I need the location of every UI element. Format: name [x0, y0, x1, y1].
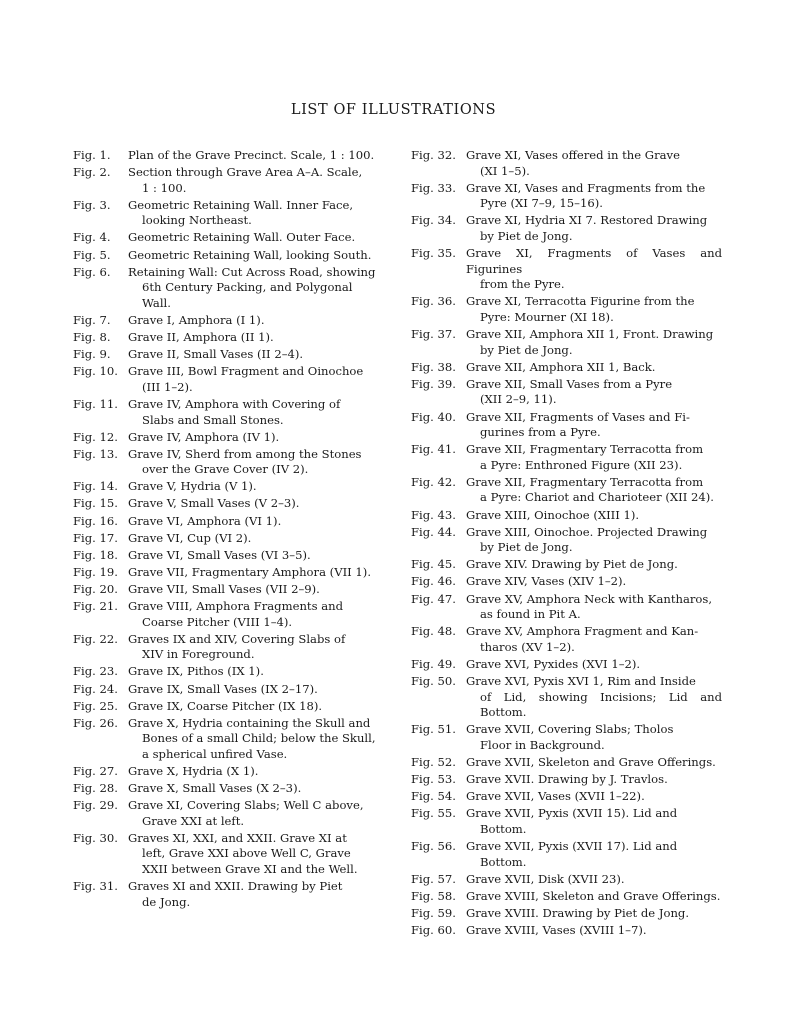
figure-number: Fig. 23. — [73, 664, 118, 679]
caption-line: Grave XVIII, Skeleton and Grave Offerings. — [466, 888, 721, 903]
caption-line: Pyre (XI 7–9, 15–16). — [480, 196, 603, 211]
figure-caption — [466, 574, 722, 590]
figure-caption — [128, 313, 385, 329]
illustration-entry — [411, 906, 722, 922]
figure-number: Fig. 29. — [73, 798, 118, 813]
figure-number: Fig. 45. — [411, 557, 456, 572]
figure-number: Fig. 25. — [73, 698, 118, 713]
figure-caption — [128, 699, 385, 715]
illustration-entry — [73, 682, 385, 698]
figure-caption — [128, 447, 385, 478]
illustration-entry — [73, 781, 385, 797]
figure-caption — [466, 872, 722, 888]
caption-line: Grave XII, Fragmentary Terracotta from — [466, 474, 704, 489]
caption-line: Grave IV, Amphora (IV 1). — [128, 429, 280, 444]
figure-caption — [128, 248, 385, 264]
caption-line: Grave XVII, Pyxis (XVII 15). Lid and — [466, 806, 678, 821]
caption-line: Geometric Retaining Wall. Outer Face. — [128, 230, 356, 245]
illustration-entry — [73, 879, 385, 910]
illustration-entry — [73, 148, 385, 164]
figure-number: Fig. 31. — [73, 879, 118, 894]
caption-line: Bottom. — [480, 854, 527, 869]
illustration-entry — [73, 230, 385, 246]
caption-line: Grave X, Hydria containing the Skull and — [128, 715, 371, 730]
caption-line: Graves IX and XIV, Covering Slabs of — [128, 631, 346, 646]
caption-line: Grave XVII, Covering Slabs; Tholos — [466, 722, 674, 737]
figure-caption — [128, 265, 385, 312]
caption-line: XXII between Grave XI and the Well. — [142, 862, 358, 877]
caption-line: Plan of the Grave Precinct. Scale, 1 : 100. — [128, 148, 375, 162]
illustration-entry — [73, 198, 385, 229]
illustration-entry — [411, 410, 722, 441]
figure-caption — [466, 360, 722, 376]
caption-line: Grave XII, Fragmentary Terracotta from — [466, 442, 704, 457]
figure-caption — [466, 906, 722, 922]
illustration-entry — [73, 582, 385, 598]
figure-caption — [128, 165, 385, 196]
caption-line: Grave XIV, Vases (XIV 1–2). — [466, 574, 627, 589]
figure-caption — [466, 755, 722, 771]
figure-number: Fig. 8. — [73, 330, 111, 345]
figure-caption — [128, 798, 385, 829]
caption-line: Grave XI, Vases and Fragments from the — [466, 180, 706, 195]
figure-caption — [466, 148, 722, 179]
figure-number: Fig. 51. — [411, 722, 456, 737]
illustration-entry — [411, 674, 722, 721]
caption-line: Grave X, Small Vases (X 2–3). — [128, 781, 302, 796]
caption-line: Grave XI, Hydria XI 7. Restored Drawing — [466, 213, 708, 228]
figure-number: Fig. 46. — [411, 574, 456, 589]
caption-line: Grave VI, Amphora (VI 1). — [128, 513, 282, 528]
caption-line: (XI 1–5). — [480, 163, 530, 178]
figure-caption — [128, 479, 385, 495]
illustration-entry — [411, 839, 722, 870]
figure-caption — [466, 410, 722, 441]
figure-caption — [466, 294, 722, 325]
figure-caption — [466, 772, 722, 788]
figure-number: Fig. 5. — [73, 247, 111, 262]
illustration-entry — [411, 246, 722, 293]
caption-line: Grave IX, Small Vases (IX 2–17). — [128, 681, 318, 696]
figure-number: Fig. 59. — [411, 905, 456, 920]
figure-number: Fig. 34. — [411, 213, 456, 228]
caption-line: Grave VI, Small Vases (VI 3–5). — [128, 547, 311, 562]
caption-line: a Pyre: Enthroned Figure (XII 23). — [480, 457, 683, 472]
figure-caption — [466, 181, 722, 212]
figure-number: Fig. 11. — [73, 396, 118, 411]
figure-caption — [128, 781, 385, 797]
illustration-entry — [411, 360, 722, 376]
caption-line: Grave XII, Amphora XII 1, Front. Drawing — [466, 327, 714, 342]
caption-line: Grave XVIII. Drawing by Piet de Jong. — [466, 905, 690, 920]
figure-number: Fig. 12. — [73, 429, 118, 444]
figure-caption — [128, 364, 385, 395]
illustration-entry — [411, 475, 722, 506]
caption-line: Grave XVII, Pyxis (XVII 17). Lid and — [466, 838, 678, 853]
figure-number: Fig. 36. — [411, 294, 456, 309]
caption-line: left, Grave XXI above Well C, Grave — [142, 846, 351, 861]
illustration-entry — [73, 430, 385, 446]
figure-caption — [128, 879, 385, 910]
caption-line: Grave XXI at left. — [142, 813, 245, 828]
caption-line: Bones of a small Child; below the Skull, — [142, 731, 376, 746]
illustration-entry — [411, 772, 722, 788]
figure-number: Fig. 49. — [411, 656, 456, 671]
figure-number: Fig. 33. — [411, 180, 456, 195]
caption-line: of Lid, showing Incisions; Lid and Bottom. — [480, 689, 722, 720]
figure-number: Fig. 18. — [73, 547, 118, 562]
illustration-entry — [411, 213, 722, 244]
caption-line: Graves XI, XXI, and XXII. Grave XI at — [128, 830, 347, 845]
illustration-entry — [73, 265, 385, 312]
illustration-entry — [73, 632, 385, 663]
caption-line: Section through Grave Area A–A. Scale, — [128, 165, 363, 180]
caption-line: Geometric Retaining Wall, looking South. — [128, 247, 372, 262]
figure-caption — [128, 347, 385, 363]
caption-line: Grave XVII, Vases (XVII 1–22). — [466, 789, 645, 804]
figure-number: Fig. 44. — [411, 524, 456, 539]
illustration-entry — [411, 755, 722, 771]
figure-number: Fig. 1. — [73, 148, 111, 162]
figure-caption — [128, 716, 385, 763]
caption-line: Grave XVII. Drawing by J. Travlos. — [466, 772, 668, 787]
figure-caption — [128, 531, 385, 547]
figure-caption — [128, 764, 385, 780]
caption-line: Grave XVIII, Vases (XVIII 1–7). — [466, 922, 647, 937]
figure-caption — [466, 657, 722, 673]
figure-caption — [128, 582, 385, 598]
caption-line: by Piet de Jong. — [480, 342, 573, 357]
illustration-entry — [411, 789, 722, 805]
figure-caption — [466, 624, 722, 655]
illustration-entry — [411, 557, 722, 573]
caption-line: 1 : 100. — [142, 180, 187, 195]
caption-line: 6th Century Packing, and Polygonal — [142, 280, 353, 295]
illustration-entry — [411, 508, 722, 524]
illustration-entry — [73, 165, 385, 196]
figure-number: Fig. 30. — [73, 830, 118, 845]
caption-line: Grave VIII, Amphora Fragments and — [128, 599, 344, 614]
illustration-entry — [411, 148, 722, 179]
figure-caption — [466, 213, 722, 244]
caption-line: Grave XII, Fragments of Vases and Fi- — [466, 409, 690, 424]
illustration-entry — [73, 664, 385, 680]
figure-number: Fig. 15. — [73, 496, 118, 511]
illustration-entry — [73, 764, 385, 780]
illustration-entry — [411, 889, 722, 905]
illustration-entry — [411, 872, 722, 888]
illustration-entry — [411, 327, 722, 358]
caption-line: Grave II, Amphora (II 1). — [128, 330, 274, 345]
caption-line: Retaining Wall: Cut Across Road, showing — [128, 264, 376, 279]
illustration-entry — [411, 181, 722, 212]
caption-line: Grave XI, Covering Slabs; Well C above, — [128, 798, 364, 813]
figure-caption — [128, 496, 385, 512]
illustration-entry — [73, 479, 385, 495]
caption-line: gurines from a Pyre. — [480, 425, 601, 440]
caption-line: Grave IX, Coarse Pitcher (IX 18). — [128, 698, 323, 713]
figure-number: Fig. 40. — [411, 409, 456, 424]
illustration-entry — [411, 442, 722, 473]
caption-line: Grave VII, Small Vases (VII 2–9). — [128, 581, 320, 596]
figure-number: Fig. 43. — [411, 507, 456, 522]
left-column — [73, 148, 385, 912]
figure-number: Fig. 52. — [411, 754, 456, 769]
page-title: LIST OF ILLUSTRATIONS — [290, 102, 497, 118]
illustration-entry — [73, 447, 385, 478]
figure-number: Fig. 10. — [73, 364, 118, 379]
figure-number: Fig. 58. — [411, 888, 456, 903]
illustration-entry — [73, 716, 385, 763]
caption-line: Grave XIV. Drawing by Piet de Jong. — [466, 557, 678, 572]
caption-line: Grave XIII, Oinochoe (XIII 1). — [466, 507, 640, 522]
illustration-entry — [73, 565, 385, 581]
figure-caption — [128, 664, 385, 680]
caption-line: Coarse Pitcher (VIII 1–4). — [142, 614, 293, 629]
illustration-entry — [73, 313, 385, 329]
caption-line: Slabs and Small Stones. — [142, 412, 284, 427]
illustration-entry — [73, 831, 385, 878]
figure-number: Fig. 50. — [411, 674, 456, 688]
caption-line: tharos (XV 1–2). — [480, 639, 575, 654]
figure-caption — [466, 508, 722, 524]
caption-line: Geometric Retaining Wall. Inner Face, — [128, 197, 354, 212]
figure-caption — [466, 377, 722, 408]
figure-number: Fig. 48. — [411, 624, 456, 639]
figure-number: Fig. 6. — [73, 264, 111, 279]
caption-line: Grave IX, Pithos (IX 1). — [128, 664, 264, 679]
caption-line: de Jong. — [142, 894, 191, 909]
figure-caption — [466, 923, 722, 939]
figure-caption — [128, 148, 385, 164]
caption-line: Floor in Background. — [480, 737, 605, 752]
figure-caption — [466, 789, 722, 805]
illustration-entry — [411, 294, 722, 325]
figure-caption — [466, 722, 722, 753]
caption-line: Grave XV, Amphora Neck with Kantharos, — [466, 591, 713, 606]
caption-line: (XII 2–9, 11). — [480, 392, 557, 407]
figure-number: Fig. 38. — [411, 359, 456, 374]
caption-line: Pyre: Mourner (XI 18). — [480, 309, 614, 324]
figure-number: Fig. 28. — [73, 781, 118, 796]
figure-caption — [466, 839, 722, 870]
caption-line: looking Northeast. — [142, 213, 252, 228]
figure-number: Fig. 2. — [73, 165, 111, 180]
caption-line: Grave XI, Terracotta Figurine from the — [466, 294, 695, 309]
caption-line: as found in Pit A. — [480, 607, 581, 622]
figure-number: Fig. 32. — [411, 148, 456, 162]
caption-line: by Piet de Jong. — [480, 228, 573, 243]
illustration-entry — [73, 599, 385, 630]
figure-caption — [128, 330, 385, 346]
figure-caption — [466, 592, 722, 623]
figure-number: Fig. 56. — [411, 838, 456, 853]
caption-line: Grave V, Hydria (V 1). — [128, 479, 257, 494]
figure-number: Fig. 26. — [73, 715, 118, 730]
figure-caption — [128, 548, 385, 564]
figure-caption — [466, 475, 722, 506]
figure-caption — [128, 430, 385, 446]
figure-caption — [128, 682, 385, 698]
figure-caption — [128, 198, 385, 229]
figure-number: Fig. 7. — [73, 312, 111, 327]
figure-number: Fig. 17. — [73, 530, 118, 545]
caption-line: Wall. — [142, 295, 171, 310]
caption-line: by Piet de Jong. — [480, 540, 573, 555]
caption-line: Grave VII, Fragmentary Amphora (VII 1). — [128, 564, 372, 579]
caption-line: over the Grave Cover (IV 2). — [142, 462, 309, 477]
figure-caption — [466, 525, 722, 556]
figure-number: Fig. 13. — [73, 446, 118, 461]
figure-caption — [128, 599, 385, 630]
illustration-entry — [73, 531, 385, 547]
caption-line: Grave XVII, Disk (XVII 23). — [466, 871, 625, 886]
caption-line: Grave XV, Amphora Fragment and Kan- — [466, 624, 699, 639]
illustration-entry — [73, 496, 385, 512]
figure-caption — [128, 397, 385, 428]
figure-number: Fig. 60. — [411, 922, 456, 937]
figure-caption — [466, 674, 722, 721]
figure-caption — [466, 557, 722, 573]
figure-number: Fig. 14. — [73, 479, 118, 494]
figure-number: Fig. 24. — [73, 681, 118, 696]
figure-number: Fig. 53. — [411, 772, 456, 787]
caption-line: a spherical unfired Vase. — [142, 746, 288, 761]
caption-line: Grave IV, Sherd from among the Stones — [128, 446, 362, 461]
illustration-entry — [73, 248, 385, 264]
figure-number: Fig. 3. — [73, 197, 111, 212]
figure-number: Fig. 9. — [73, 347, 111, 362]
figure-number: Fig. 27. — [73, 763, 118, 778]
illustration-entry — [73, 699, 385, 715]
figure-number: Fig. 19. — [73, 564, 118, 579]
right-column — [411, 148, 722, 940]
caption-line: Grave XIII, Oinochoe. Projected Drawing — [466, 524, 708, 539]
figure-caption — [128, 514, 385, 530]
figure-number: Fig. 20. — [73, 581, 118, 596]
caption-line: Grave XII, Small Vases from a Pyre — [466, 376, 673, 391]
caption-line: Grave XI, Vases offered in the Grave — [466, 148, 680, 162]
figure-number: Fig. 41. — [411, 442, 456, 457]
figure-number: Fig. 57. — [411, 871, 456, 886]
caption-line: XIV in Foreground. — [142, 647, 255, 662]
figure-number: Fig. 55. — [411, 806, 456, 821]
illustration-entry — [411, 806, 722, 837]
figure-caption — [128, 565, 385, 581]
caption-line: a Pyre: Chariot and Charioteer (XII 24). — [480, 490, 714, 505]
illustration-entry — [411, 525, 722, 556]
figure-caption — [466, 806, 722, 837]
illustration-entry — [411, 574, 722, 590]
illustration-entry — [73, 397, 385, 428]
illustration-entry — [73, 330, 385, 346]
caption-line: Grave XVII, Skeleton and Grave Offerings. — [466, 754, 716, 769]
figure-number: Fig. 47. — [411, 591, 456, 606]
figure-number: Fig. 21. — [73, 599, 118, 614]
caption-line: Grave III, Bowl Fragment and Oinochoe — [128, 364, 364, 379]
illustration-entry — [411, 923, 722, 939]
figure-number: Fig. 39. — [411, 376, 456, 391]
caption-line: Grave IV, Amphora with Covering of — [128, 396, 341, 411]
caption-line: Grave XII, Amphora XII 1, Back. — [466, 359, 656, 374]
caption-line: Bottom. — [480, 821, 527, 836]
caption-line: from the Pyre. — [480, 277, 565, 292]
figure-caption — [466, 327, 722, 358]
figure-caption — [466, 889, 722, 905]
caption-line: Grave XVI, Pyxis XVI 1, Rim and Inside — [466, 674, 696, 688]
illustration-entry — [411, 722, 722, 753]
caption-line: Grave XVI, Pyxides (XVI 1–2). — [466, 656, 641, 671]
figure-number: Fig. 35. — [411, 246, 456, 261]
figure-caption — [128, 632, 385, 663]
figure-number: Fig. 4. — [73, 230, 111, 245]
figure-caption — [466, 442, 722, 473]
figure-number: Fig. 16. — [73, 513, 118, 528]
figure-caption — [128, 230, 385, 246]
caption-line: Grave X, Hydria (X 1). — [128, 763, 259, 778]
caption-line: Graves XI and XXII. Drawing by Piet — [128, 879, 343, 894]
illustration-entry — [411, 377, 722, 408]
figure-caption — [128, 831, 385, 878]
illustration-entry — [73, 347, 385, 363]
illustration-entry — [73, 548, 385, 564]
figure-number: Fig. 42. — [411, 474, 456, 489]
figure-number: Fig. 54. — [411, 789, 456, 804]
caption-line: Grave I, Amphora (I 1). — [128, 312, 265, 327]
illustration-entry — [73, 364, 385, 395]
illustration-entry — [411, 657, 722, 673]
caption-line: Grave VI, Cup (VI 2). — [128, 530, 252, 545]
caption-line: (III 1–2). — [142, 379, 193, 394]
figure-caption — [466, 246, 722, 293]
figure-number: Fig. 37. — [411, 327, 456, 342]
illustration-entry — [411, 592, 722, 623]
illustration-entry — [411, 624, 722, 655]
caption-line: Grave II, Small Vases (II 2–4). — [128, 347, 304, 362]
illustration-entry — [73, 798, 385, 829]
caption-line: Grave V, Small Vases (V 2–3). — [128, 496, 300, 511]
illustration-entry — [73, 514, 385, 530]
figure-number: Fig. 22. — [73, 631, 118, 646]
caption-line: Grave XI, Fragments of Vases and Figurines — [466, 246, 722, 276]
